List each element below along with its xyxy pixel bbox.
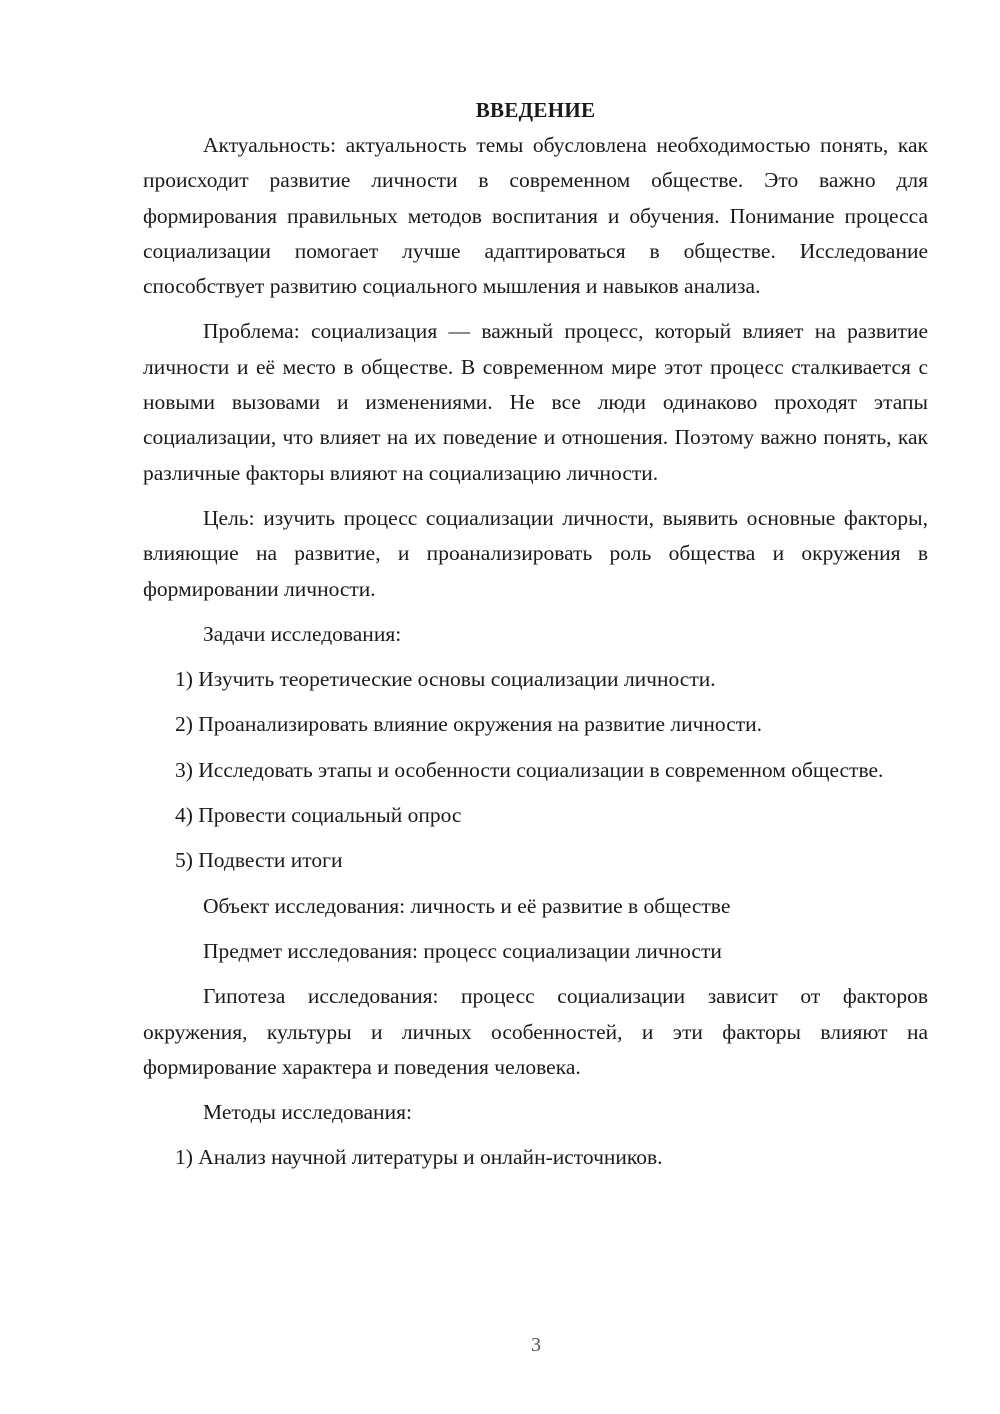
page-content — [143, 92, 928, 1186]
goal-paragraph: Цель: изучить процесс социализации личности, выявить основные факторы, влияющие на развитие, и проанализировать роль общества и окружения в формировании личности. — [143, 505, 928, 601]
object-paragraph: Объект исследования: личность и её развитие в обществе — [203, 893, 731, 918]
hypothesis-paragraph: Гипотеза исследования: процесс социализации зависит от факторов окружения, культуры и личных особенностей, и эти факторы влияют на формирование характера и поведения человека. — [143, 984, 928, 1079]
page-number: 3 — [531, 1334, 541, 1356]
methods-heading: Методы исследования: — [203, 1100, 412, 1125]
task-item: 5) Подвести итоги — [175, 848, 343, 873]
subject-paragraph: Предмет исследования: процесс социализации личности — [203, 938, 722, 963]
relevance-paragraph: Актуальность: актуальность темы обусловлена необходимостью понять, как происходит развитие личности в современном обществе. Это важно для формирования правильных методов воспитания и обучения. Понимание процесса социализации помогает лучше адаптироваться в обществе. Исследование способствует развитию социального мышления и навыков анализа. — [143, 133, 928, 299]
method-item: 1) Анализ научной литературы и онлайн-источников. — [175, 1145, 663, 1170]
task-item: 1) Изучить теоретические основы социализации личности. — [175, 667, 716, 692]
section-title: ВВЕДЕНИЕ — [475, 98, 596, 122]
methods-list — [143, 1140, 928, 1175]
tasks-list — [143, 662, 928, 878]
task-item: 3) Исследовать этапы и особенности социализации в современном обществе. — [175, 757, 884, 782]
tasks-heading: Задачи исследования: — [203, 621, 402, 646]
task-item: 4) Провести социальный опрос — [175, 803, 462, 828]
problem-paragraph: Проблема: социализация — важный процесс, который влияет на развитие личности и её место в обществе. В современном мире этот процесс сталкивается с новыми вызовами и изменениями. Не все люди одинаково проходят этапы социализации, что влияет на их поведение и отношения. Поэтому важно понять, как различные факторы влияют на социализацию личности. — [143, 319, 928, 485]
task-item: 2) Проанализировать влияние окружения на развитие личности. — [175, 712, 763, 737]
